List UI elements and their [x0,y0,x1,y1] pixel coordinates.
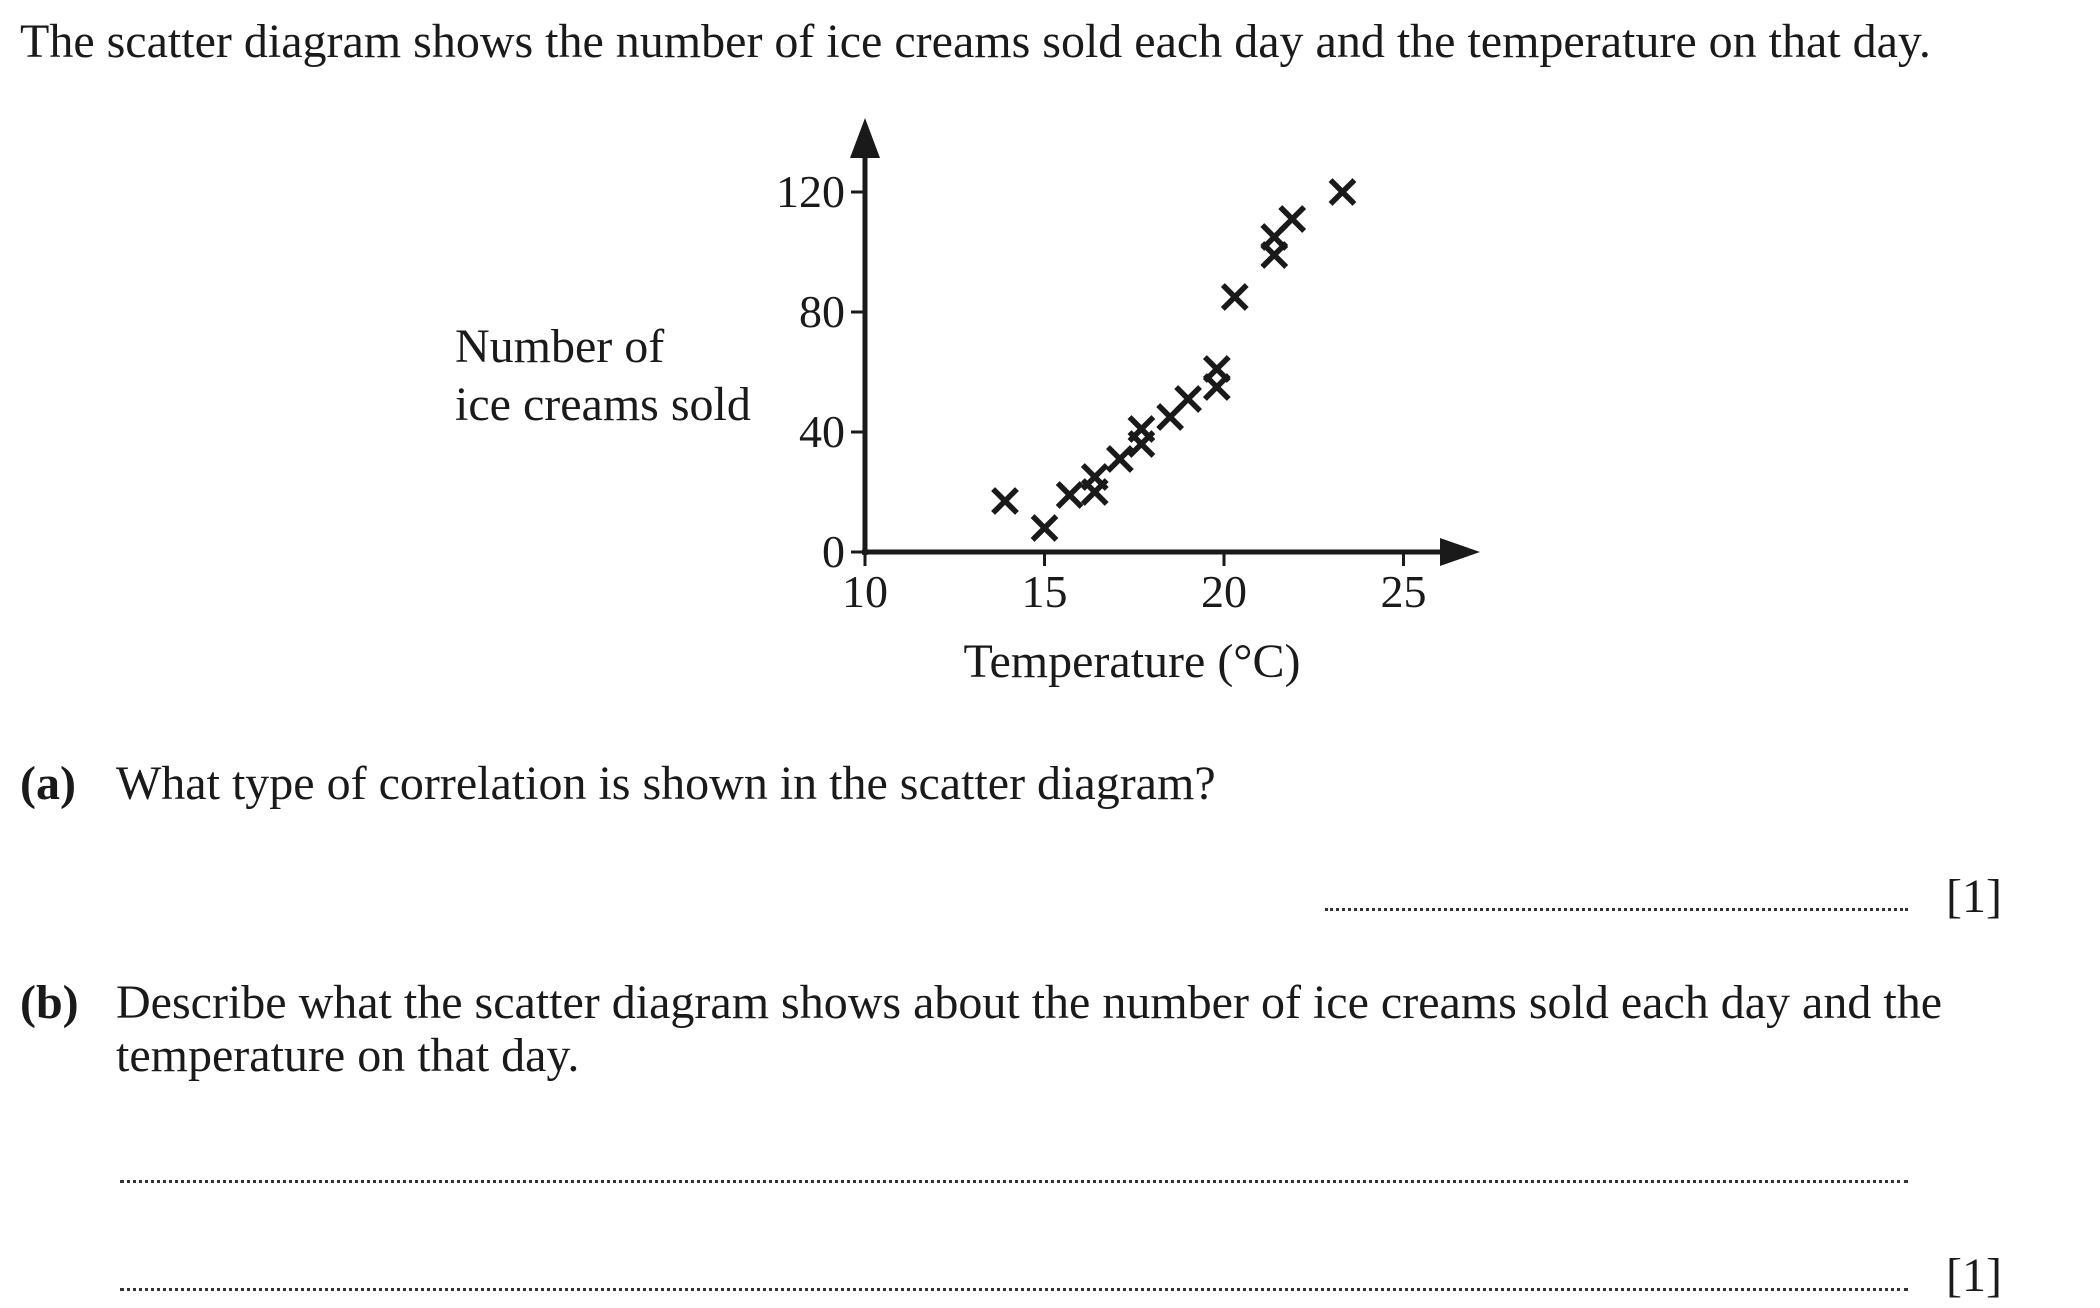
part-b-marks: [1] [1946,1249,2002,1302]
data-point [1110,449,1130,469]
part-b-question-line2: temperature on that day. [116,1029,580,1082]
y-axis-label-line2: ice creams sold [455,378,751,431]
y-axis-arrow [850,118,880,158]
chart-points [995,182,1352,538]
data-point [1207,359,1227,379]
x-tick-label: 20 [1201,566,1247,617]
x-axis-label: Temperature (°C) [963,635,1301,688]
part-a-answer-line[interactable] [1325,908,1908,911]
x-axis-arrow [1440,538,1480,566]
data-point [1282,209,1302,229]
y-tick-label: 80 [799,286,845,337]
y-tick-label: 40 [799,406,845,457]
y-tick-label: 120 [776,166,845,217]
y-tick-label: 0 [822,526,845,577]
data-point [1207,377,1227,397]
data-point [1225,287,1245,307]
data-point [1060,485,1080,505]
data-point [1035,518,1055,538]
data-point [1178,389,1198,409]
chart-axes [850,118,1480,566]
part-a-label: (a) [20,757,76,810]
intro-text: The scatter diagram shows the number of ice creams sold each day and the temperature on that day. [20,15,1931,68]
x-tick-label: 10 [842,566,888,617]
data-point [1085,482,1105,502]
data-point [1264,245,1284,265]
x-tick-label: 15 [1021,566,1068,617]
part-b-label: (b) [20,976,79,1029]
part-b-answer-line-2[interactable] [120,1288,1908,1291]
data-point [1131,434,1151,454]
part-a-question: What type of correlation is shown in the scatter diagram? [116,757,1216,810]
data-point [1332,182,1352,202]
chart-ticks [776,166,1427,617]
data-point [995,491,1015,511]
x-tick-label: 25 [1380,566,1427,617]
part-b-answer-line-1[interactable] [120,1180,1908,1183]
part-a-marks: [1] [1946,870,2002,923]
part-b-question-line1: Describe what the scatter diagram shows about the number of ice creams sold each day and the [116,976,1942,1029]
y-axis-label-line1: Number of [455,320,665,373]
